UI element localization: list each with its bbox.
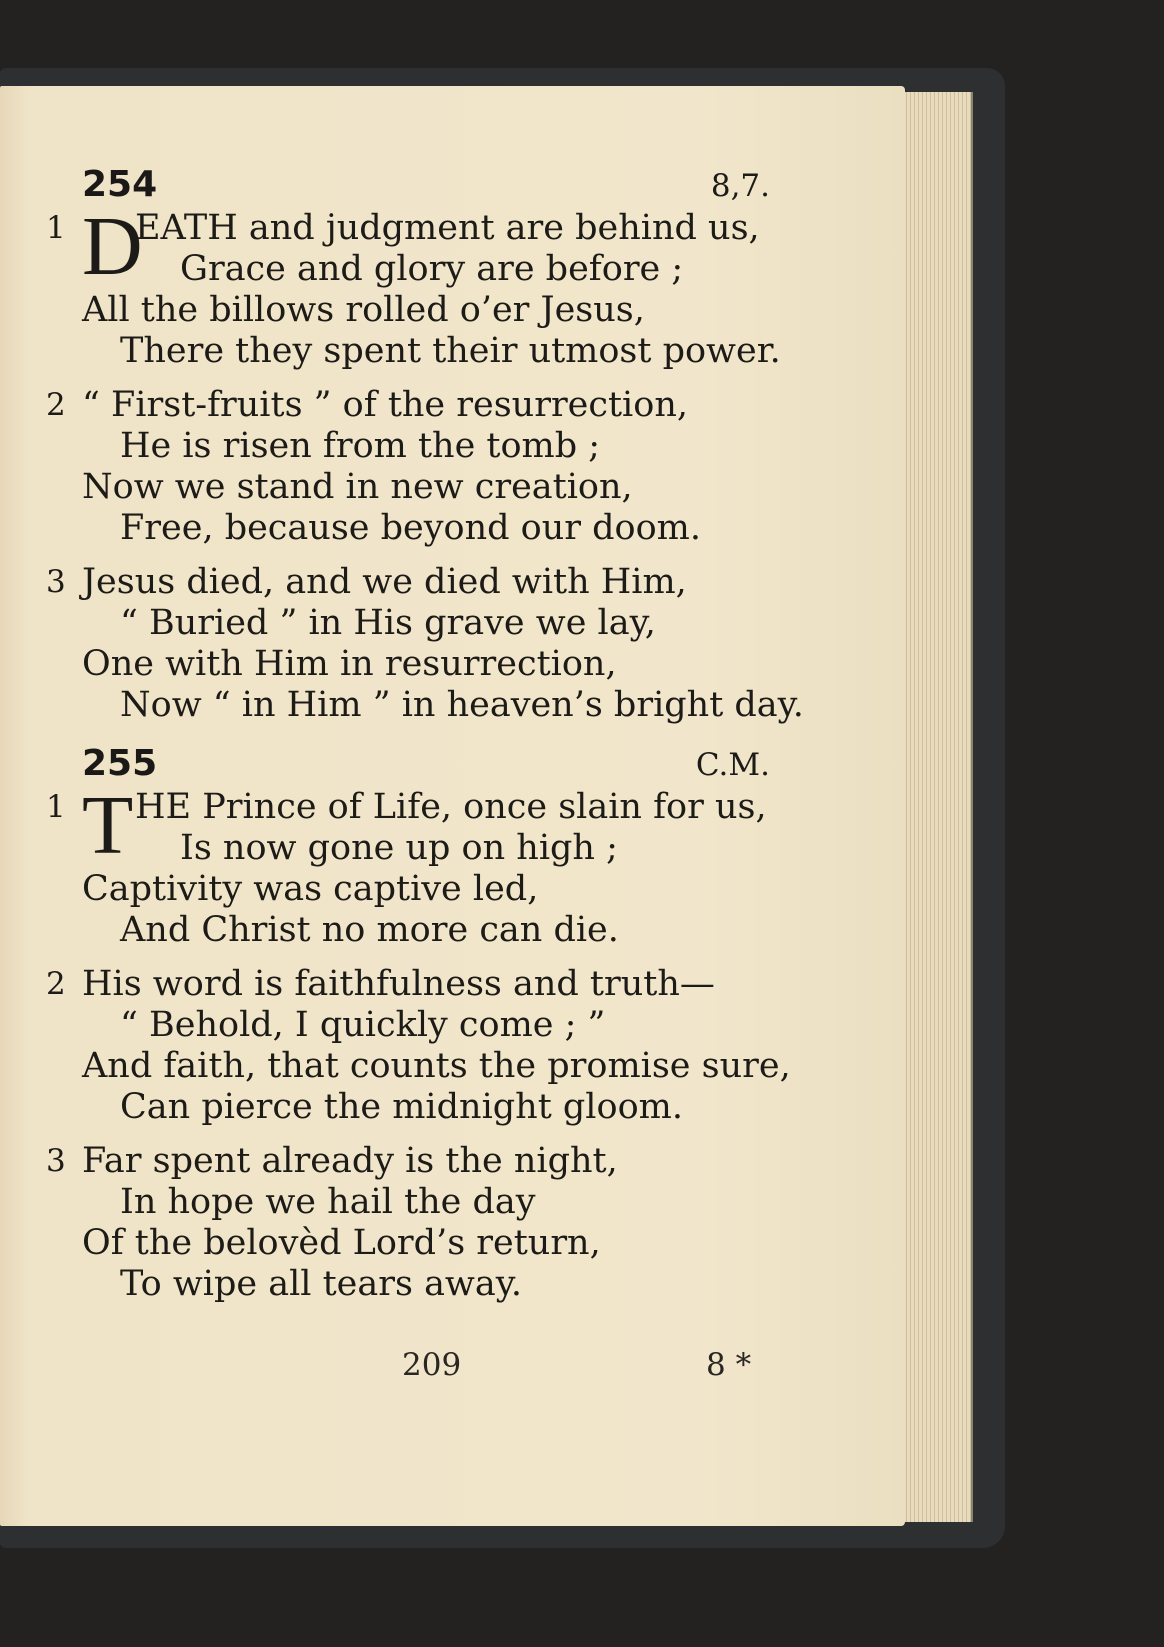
verse: [46, 385, 810, 549]
verse-line: In hope we hail the day: [120, 1182, 536, 1222]
hymn-254-header: [50, 160, 810, 208]
verse-line: “ First-fruits ” of the resurrection,: [82, 385, 688, 425]
verse-line: Captivity was captive led,: [82, 869, 539, 909]
verse-line: He is risen from the tomb ;: [120, 426, 601, 466]
verse-number: 2: [46, 387, 66, 423]
verse: [46, 1141, 810, 1305]
verse-line: Now we stand in new creation,: [82, 467, 633, 507]
verse-line: And faith, that counts the promise sure,: [82, 1046, 791, 1086]
verse-line: “ Buried ” in His grave we lay,: [120, 603, 656, 643]
hymn-number: 255: [82, 743, 158, 784]
verse-number: 3: [46, 564, 66, 600]
verse-line: All the billows rolled o’er Jesus,: [82, 290, 645, 330]
page-edges: [895, 92, 973, 1522]
verse: [46, 200, 810, 372]
verse-number: 2: [46, 966, 66, 1002]
verse-number: 3: [46, 1143, 66, 1179]
hymn-255-header: [50, 739, 810, 787]
drop-cap: D: [82, 200, 143, 293]
verse-line: “ Behold, I quickly come ; ”: [120, 1005, 606, 1045]
verse-line: One with Him in resurrection,: [82, 644, 617, 684]
hymn-meter: C.M.: [695, 747, 770, 783]
verse: [46, 964, 810, 1128]
verse-line: Is now gone up on high ;: [180, 828, 618, 868]
verse-number: 1: [46, 789, 66, 825]
verse-line: Jesus died, and we died with Him,: [82, 562, 687, 602]
verse-line: T HE Prince of Life, once slain for us,: [82, 779, 767, 872]
hymn-number: 254: [82, 164, 158, 205]
verse-line: Far spent already is the night,: [82, 1141, 618, 1181]
verse-number: 1: [46, 210, 66, 246]
drop-cap: T: [82, 779, 134, 872]
verse-line: Now “ in Him ” in heaven’s bright day.: [120, 685, 804, 725]
hymn-text: [46, 160, 810, 1318]
verse-line: To wipe all tears away.: [120, 1264, 523, 1304]
verse: [46, 779, 810, 951]
verse-line: Grace and glory are before ;: [180, 249, 684, 289]
page-number: 209: [402, 1347, 462, 1383]
hymn-meter: 8,7.: [710, 168, 770, 204]
verse: [46, 562, 810, 726]
verse-line: And Christ no more can die.: [120, 910, 619, 950]
verse-line: There they spent their utmost power.: [120, 331, 781, 371]
verse-line: D EATH and judgment are behind us,: [82, 200, 760, 293]
verse-line: Of the belovèd Lord’s return,: [82, 1223, 601, 1263]
verse-line: Can pierce the midnight gloom.: [120, 1087, 683, 1127]
verse-line: Free, because beyond our doom.: [120, 508, 701, 548]
signature-mark: 8 *: [706, 1347, 752, 1383]
verse-line: His word is faithfulness and truth—: [82, 964, 715, 1004]
